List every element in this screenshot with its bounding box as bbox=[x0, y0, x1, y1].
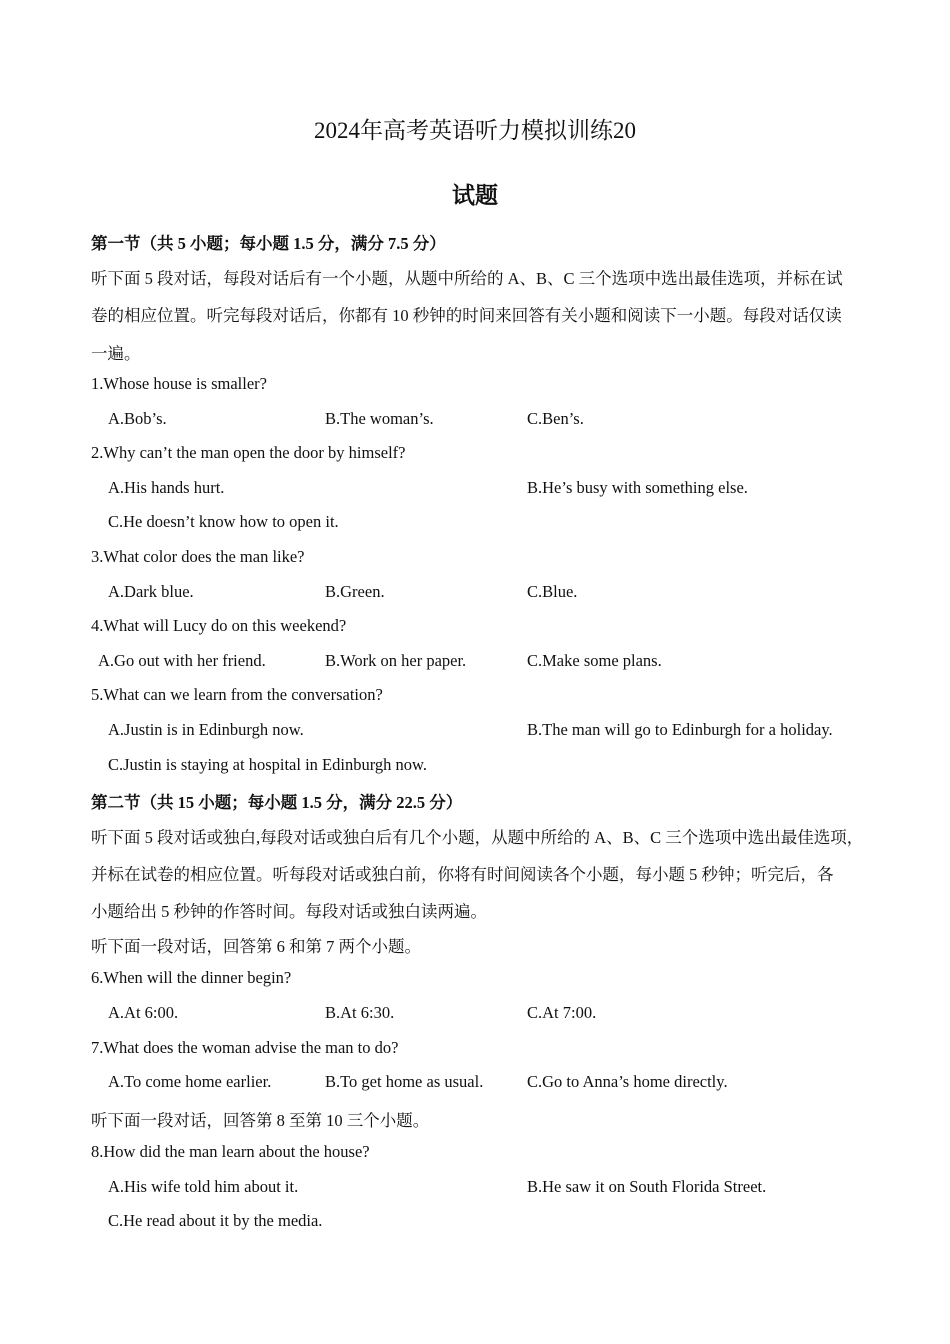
question-1-option-b: B.The woman’s. bbox=[325, 409, 434, 428]
question-2-stem: 2.Why can’t the man open the door by himself? bbox=[91, 443, 406, 462]
question-5-option-c: C.Justin is staying at hospital in Edinburgh now. bbox=[108, 755, 428, 774]
question-7-option-a: A.To come home earlier. bbox=[108, 1072, 272, 1091]
question-6-option-b: B.At 6:30. bbox=[325, 1003, 395, 1022]
question-6-option-a: A.At 6:00. bbox=[108, 1003, 179, 1022]
section1-instruction-line: 一遍。 bbox=[91, 344, 141, 363]
question-7-option-b: B.To get home as usual. bbox=[325, 1072, 484, 1091]
question-7-stem: 7.What does the woman advise the man to do? bbox=[91, 1038, 399, 1057]
question-1-stem: 1.Whose house is smaller? bbox=[91, 374, 267, 393]
question-8-stem: 8.How did the man learn about the house? bbox=[91, 1142, 370, 1161]
question-4-option-c: C.Make some plans. bbox=[527, 651, 662, 670]
question-8-option-b: B.He saw it on South Florida Street. bbox=[527, 1177, 767, 1196]
question-8-option-c: C.He read about it by the media. bbox=[108, 1211, 323, 1230]
question-2-option-b: B.He’s busy with something else. bbox=[527, 478, 748, 497]
section2-instruction-line: 并标在试卷的相应位置。听每段对话或独白前，你将有时间阅读各个小题，每小题 5 秒钟；听完后，各 bbox=[91, 865, 834, 884]
question-5-option-a: A.Justin is in Edinburgh now. bbox=[108, 720, 304, 739]
question-3-stem: 3.What color does the man like? bbox=[91, 547, 305, 566]
question-3-option-b: B.Green. bbox=[325, 582, 385, 601]
question-6-option-c: C.At 7:00. bbox=[527, 1003, 597, 1022]
dialogue-prompt-6-7: 听下面一段对话，回答第 6 和第 7 两个小题。 bbox=[91, 937, 421, 956]
question-1-option-a: A.Bob’s. bbox=[108, 409, 167, 428]
question-4-option-a: A.Go out with her friend. bbox=[98, 651, 266, 670]
question-4-stem: 4.What will Lucy do on this weekend? bbox=[91, 616, 347, 635]
section1-heading: 第一节（共 5 小题；每小题 1.5 分，满分 7.5 分） bbox=[91, 234, 446, 253]
question-5-option-b: B.The man will go to Edinburgh for a holiday. bbox=[527, 720, 833, 739]
section1-instruction-line: 卷的相应位置。听完每段对话后，你都有 10 秒钟的时间来回答有关小题和阅读下一小题。每段对话仅读 bbox=[91, 306, 842, 325]
question-6-stem: 6.When will the dinner begin? bbox=[91, 968, 292, 987]
question-3-option-a: A.Dark blue. bbox=[108, 582, 194, 601]
question-4-option-b: B.Work on her paper. bbox=[325, 651, 467, 670]
dialogue-prompt-8-10: 听下面一段对话，回答第 8 至第 10 三个小题。 bbox=[91, 1111, 430, 1130]
question-8-option-a: A.His wife told him about it. bbox=[108, 1177, 299, 1196]
question-7-option-c: C.Go to Anna’s home directly. bbox=[527, 1072, 728, 1091]
document-subtitle: 试题 bbox=[452, 183, 498, 208]
section2-instruction-line: 小题给出 5 秒钟的作答时间。每段对话或独白读两遍。 bbox=[91, 902, 487, 921]
question-3-option-c: C.Blue. bbox=[527, 582, 578, 601]
question-2-option-c: C.He doesn’t know how to open it. bbox=[108, 512, 339, 531]
question-1-option-c: C.Ben’s. bbox=[527, 409, 584, 428]
question-2-option-a: A.His hands hurt. bbox=[108, 478, 225, 497]
question-5-stem: 5.What can we learn from the conversation? bbox=[91, 685, 383, 704]
section1-instruction-line: 听下面 5 段对话，每段对话后有一个小题，从题中所给的 A、B、C 三个选项中选出最佳选项，并标在试 bbox=[91, 269, 843, 288]
document-title: 2024年高考英语听力模拟训练20 bbox=[314, 118, 636, 143]
section2-heading: 第二节（共 15 小题；每小题 1.5 分，满分 22.5 分） bbox=[91, 793, 463, 812]
section2-instruction-line: 听下面 5 段对话或独白,每段对话或独白后有几个小题，从题中所给的 A、B、C 三个选项中选出最佳选项， bbox=[91, 828, 864, 847]
